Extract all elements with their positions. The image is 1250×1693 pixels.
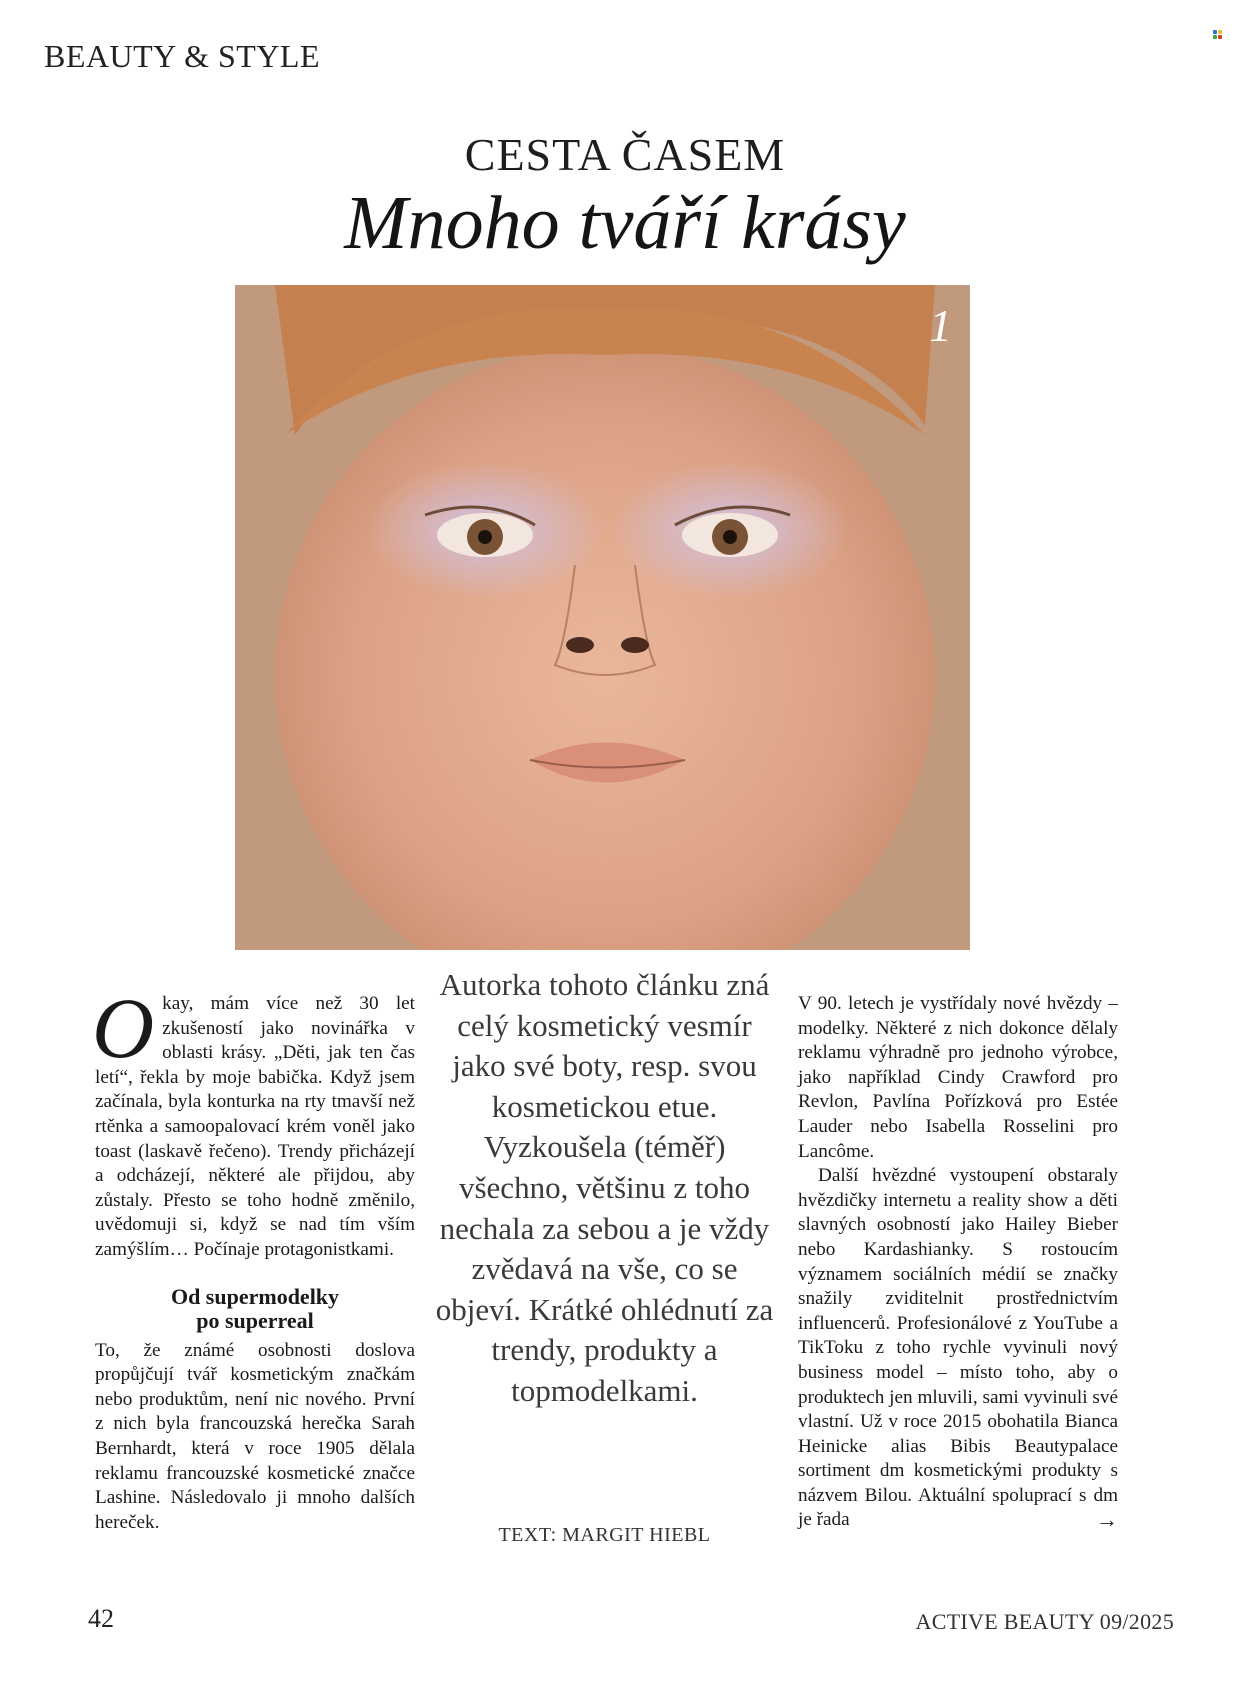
dropcap: O [92,980,155,1076]
body-paragraph [798,1164,1118,1533]
page-number: 42 [88,1604,114,1633]
body-paragraph: V 90. letech je vystřídaly nové hvězdy – modelky. Některé z nich dokonce dělaly reklamu výhradně pro jednoho výrobce, jako například Cindy Crawford pro Revlon, Pavlína Pořízková pro Estée Lauder nebo Isabella Rosselini pro Lancôme. [798,993,1118,1162]
article-kicker: CESTA ČASEM [464,129,786,180]
byline: TEXT: MARGIT HIEBL [498,1524,711,1546]
article-headline: Mnoho tváří krásy [344,181,906,265]
portrait-illustration [235,285,970,950]
corner-color-mark [1213,30,1223,40]
issue-label: ACTIVE BEAUTY 09/2025 [915,1609,1174,1634]
subhead [95,1285,415,1333]
body-paragraph-text: Další hvězdné vystoupení obstaraly hvězdičky internetu a reality show a děti slavných osobností jako Hailey Bieber nebo Kardashianky. S rostoucím významem sociálních médií se značky snažily zviditelnit prostřednictvím influencerů. Profesionálové z YouTube a TikToku z toho rychle vyvinuli nový business model – místo toho, aby o produktech jen mluvili, sami vyvinuli své vlastní. Už v roce 2015 obohatila Bianca Heinicke alias Bibis Beautypalace sortiment dm kosmetickými produkty s názvem Bilou. Aktuální spoluprací s dm je řada [798,1165,1118,1531]
subhead-line-1: Od supermodelky [170,1283,340,1309]
pull-quote: Autorka tohoto článku zná celý kosmetický vesmír jako své boty, resp. svou kosmetickou etue. Vyzkoušela (téměř) všechno, většinu z toho nechala za sebou a je vždy zvědavá na vše, co se objeví. Krátké ohlédnutí za trendy, produkty a topmodelkami. [435,967,774,1408]
photo-number: 1 [929,300,952,351]
right-column [798,992,1118,1533]
left-column [92,980,415,1535]
subhead-line-2: po superreal [196,1307,314,1333]
continue-arrow-icon: → [1096,1507,1118,1533]
intro-text: kay, mám více než 30 let zkušeností jako novinářka v oblasti krásy. „Děti, jak ten čas letí“, řekla by moje babička. Když jsem začínala, byla konturka na rty tmavší než rtěnka a samoopalovací krém voněl jako toast (laskavě řečeno). Trendy přicházejí a odcházejí, některé ale přijdou, aby zůstaly. Přesto se toho hodně změnilo, uvědomuji si, když se nad tím vším zamýšlím… Počínaje protagonistkami. [95,993,415,1260]
section-label: BEAUTY & STYLE [44,38,321,74]
intro-paragraph [92,980,415,1263]
body-paragraph: To, že známé osobnosti doslova propůjčují tvář kosmetickým značkám nebo produktům, není nic nového. První z nich byla francouzská herečka Sarah Bernhardt, která v roce 1905 dělala reklamu francouzské kosmetické značce Lashine. Následovalo ji mnoho dalších hereček. [95,1339,415,1533]
hero-photo [235,285,970,950]
